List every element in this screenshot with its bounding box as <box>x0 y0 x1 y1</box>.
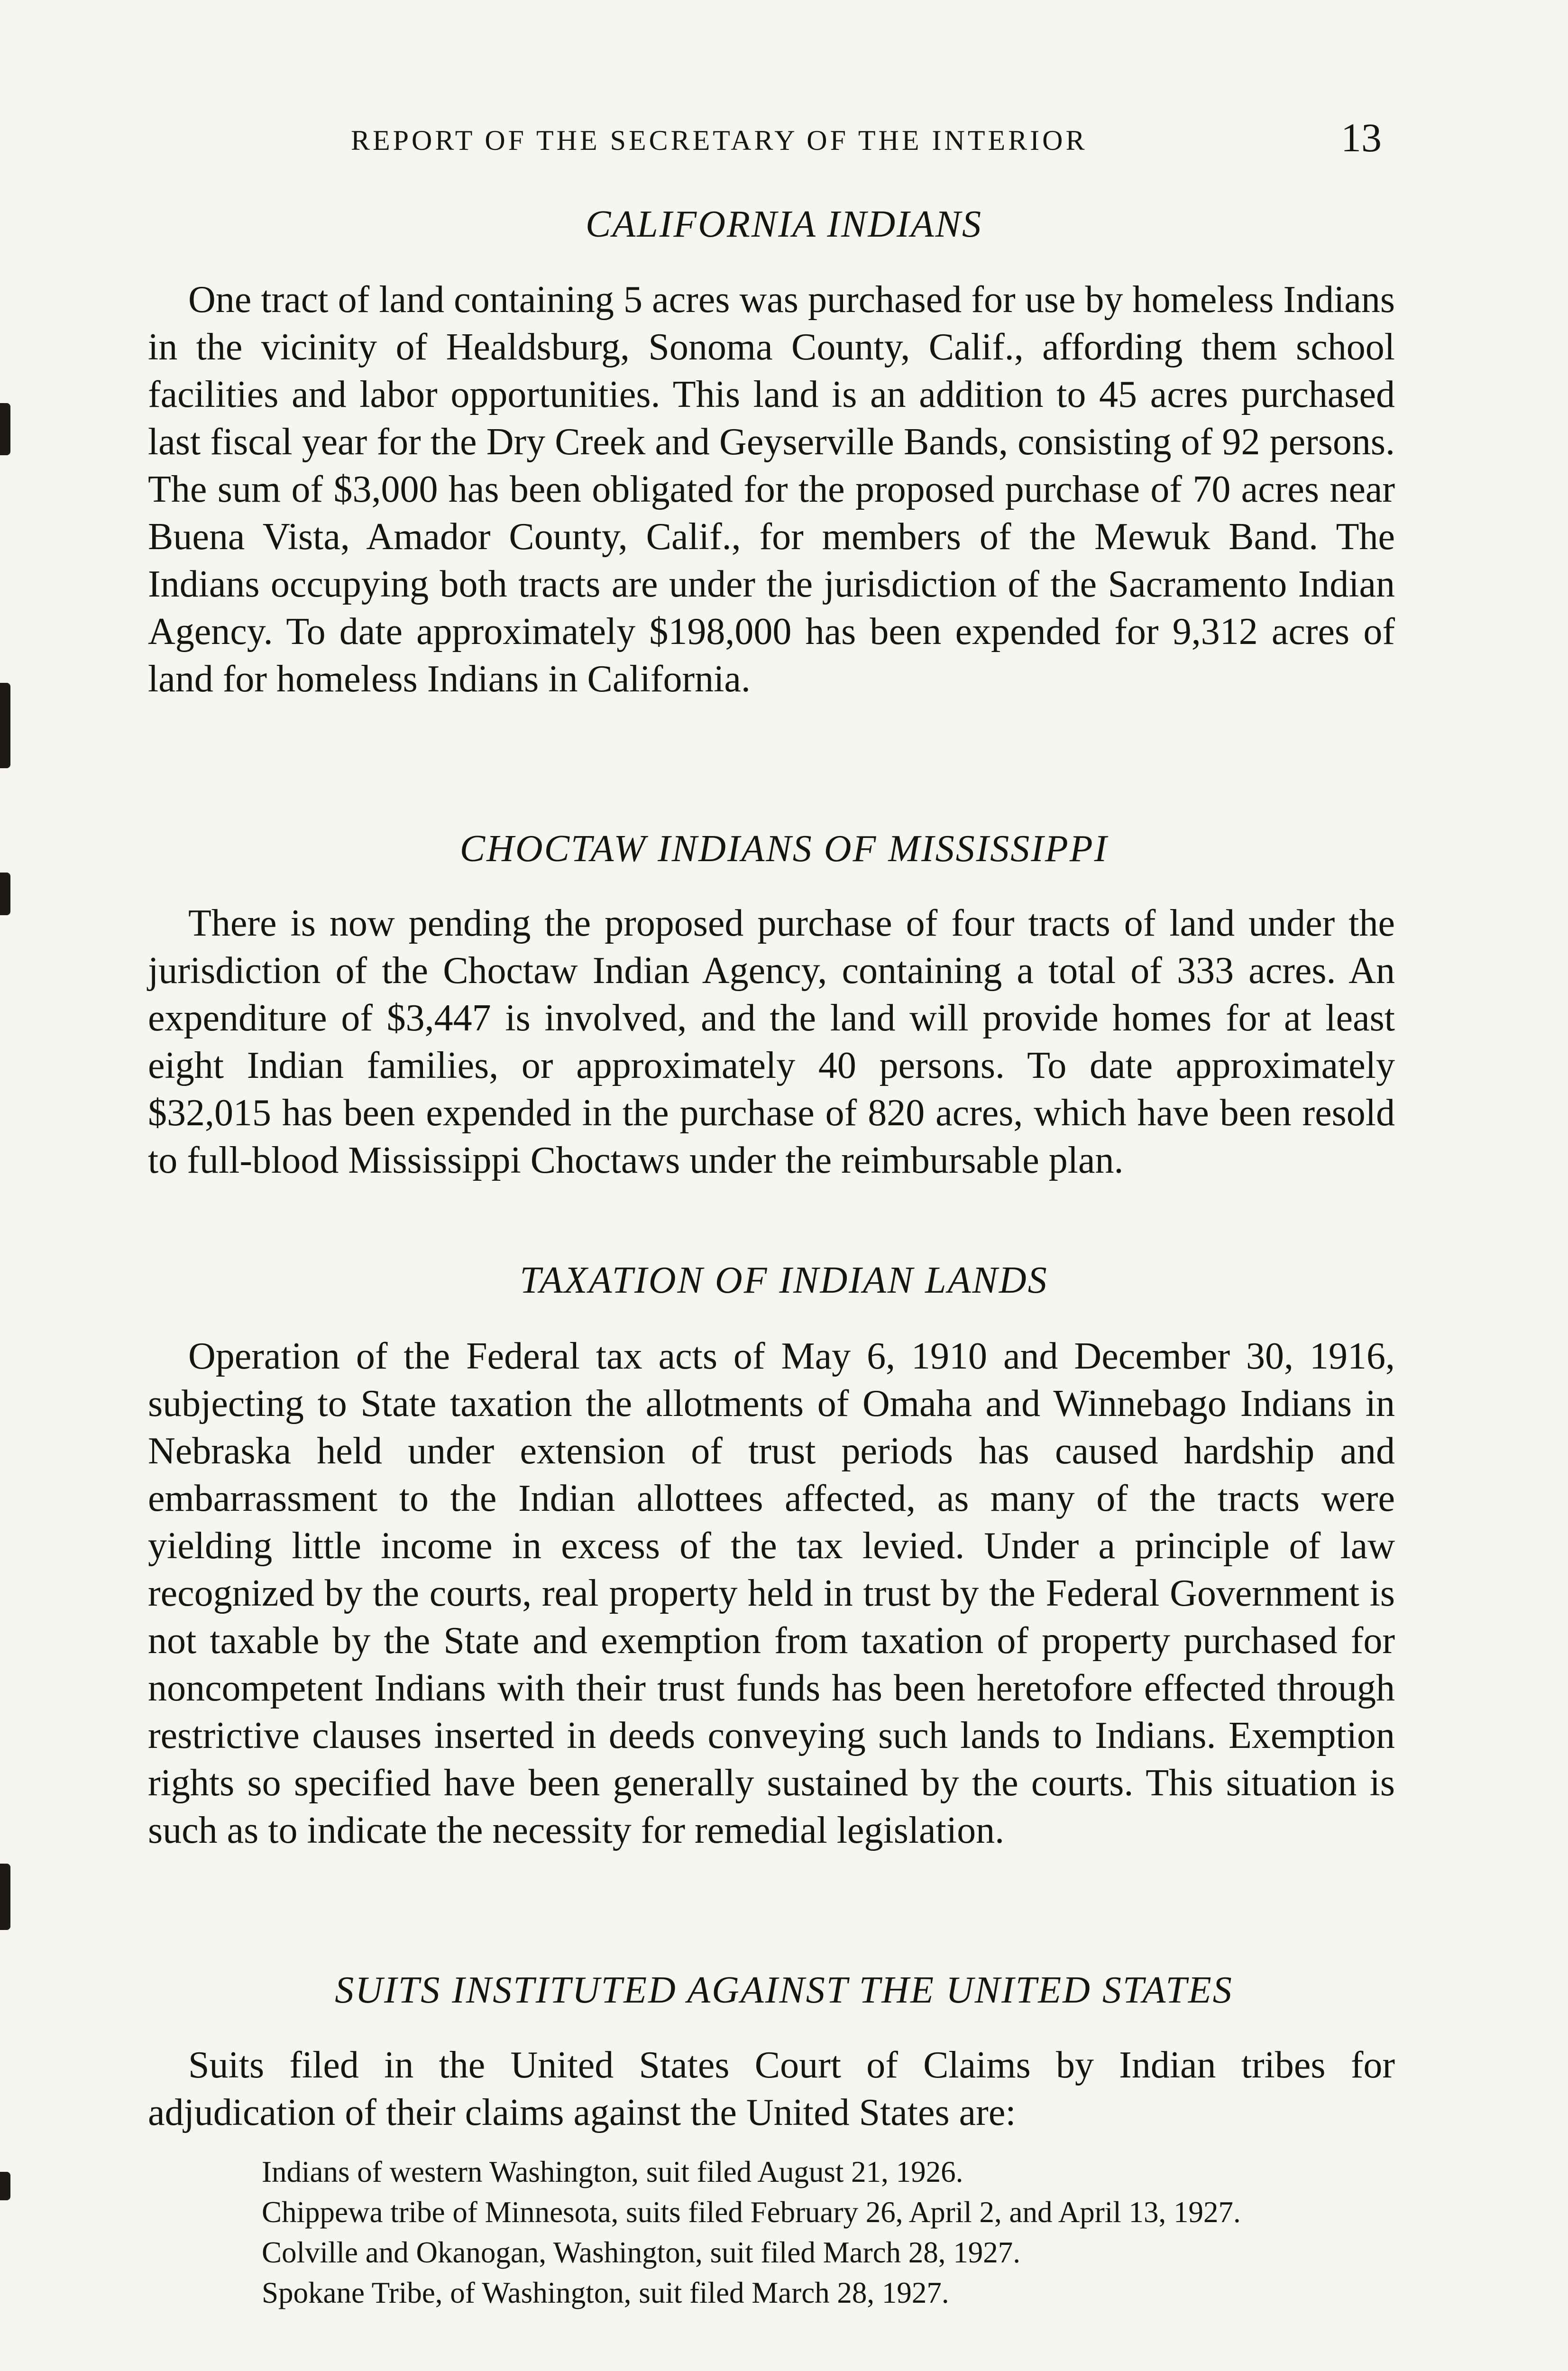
running-head: REPORT OF THE SECRETARY OF THE INTERIOR <box>351 125 1088 156</box>
suit-item: Indians of western Washington, suit filed August 21, 1926. <box>262 2155 963 2188</box>
paragraph-taxation: Operation of the Federal tax acts of May 6, 1910 and December 30, 1916, subjecting to State taxation the allotments of Omaha and Winnebago Indians in Nebraska held under extension of trust periods has caused hardship and embarrassment to the Indian allottees affected, as many of the tracts were yielding little income in excess of the tax levied. Under a principle of law recognized by the courts, real property held in trust by the Federal Government is not taxable by the State and exemption from taxation of property purchased for noncompetent Indians with their trust funds has been heretofore effected through restrictive clauses inserted in deeds conveying such lands to Indians. Exemption rights so specified have been generally sustained by the courts. This situation is such as to indicate the necessity for remedial legislation. <box>148 1335 1395 1851</box>
page-number: 13 <box>1341 115 1382 160</box>
binding-edge-mark <box>0 683 10 768</box>
paragraph-suits: Suits filed in the United States Court of Claims by Indian tribes for adjudication of their claims against the United States are: <box>148 2044 1395 2133</box>
section-heading-california-indians: CALIFORNIA INDIANS <box>586 203 982 245</box>
paragraph-choctaw-indians: There is now pending the proposed purchase of four tracts of land under the jurisdiction of the Choctaw Indian Agency, containing a total of 333 acres. An expenditure of $3,447 is involved, and the land will provide homes for at least eight Indian families, or approximately 40 persons. To date approximately $32,015 has been expended in the purchase of 820 acres, which have been resold to full-blood Mississippi Choctaws under the reimbursable plan. <box>148 902 1395 1181</box>
suit-item: Spokane Tribe, of Washington, suit filed March 28, 1927. <box>262 2276 949 2309</box>
binding-edge-mark <box>0 403 10 455</box>
binding-edge-mark <box>0 2172 10 2200</box>
binding-edge-mark <box>0 873 10 915</box>
binding-edge-mark <box>0 1864 10 1930</box>
suits-list <box>262 2152 1395 2313</box>
section-heading-suits: SUITS INSTITUTED AGAINST THE UNITED STATES <box>335 1969 1233 2011</box>
section-heading-taxation: TAXATION OF INDIAN LANDS <box>520 1259 1048 1301</box>
section-heading-choctaw-indians: CHOCTAW INDIANS OF MISSISSIPPI <box>459 828 1109 870</box>
paragraph-california-indians: One tract of land containing 5 acres was purchased for use by homeless Indians in the vicinity of Healdsburg, Sonoma County, Calif., affording them school facilities and labor opportunities. This land is an addition to 45 acres purchased last fiscal year for the Dry Creek and Geyserville Bands, consisting of 92 persons. The sum of $3,000 has been obligated for the proposed purchase of 70 acres near Buena Vista, Amador County, Calif., for members of the Mewuk Band. The Indians occupying both tracts are under the jurisdiction of the Sacramento Indian Agency. To date approximately $198,000 has been expended for 9,312 acres of land for homeless Indians in California. <box>148 279 1395 700</box>
suit-item: Chippewa tribe of Minnesota, suits filed February 26, April 2, and April 13, 1927. <box>262 2196 1241 2229</box>
suit-item: Colville and Okanogan, Washington, suit filed March 28, 1927. <box>262 2236 1021 2269</box>
